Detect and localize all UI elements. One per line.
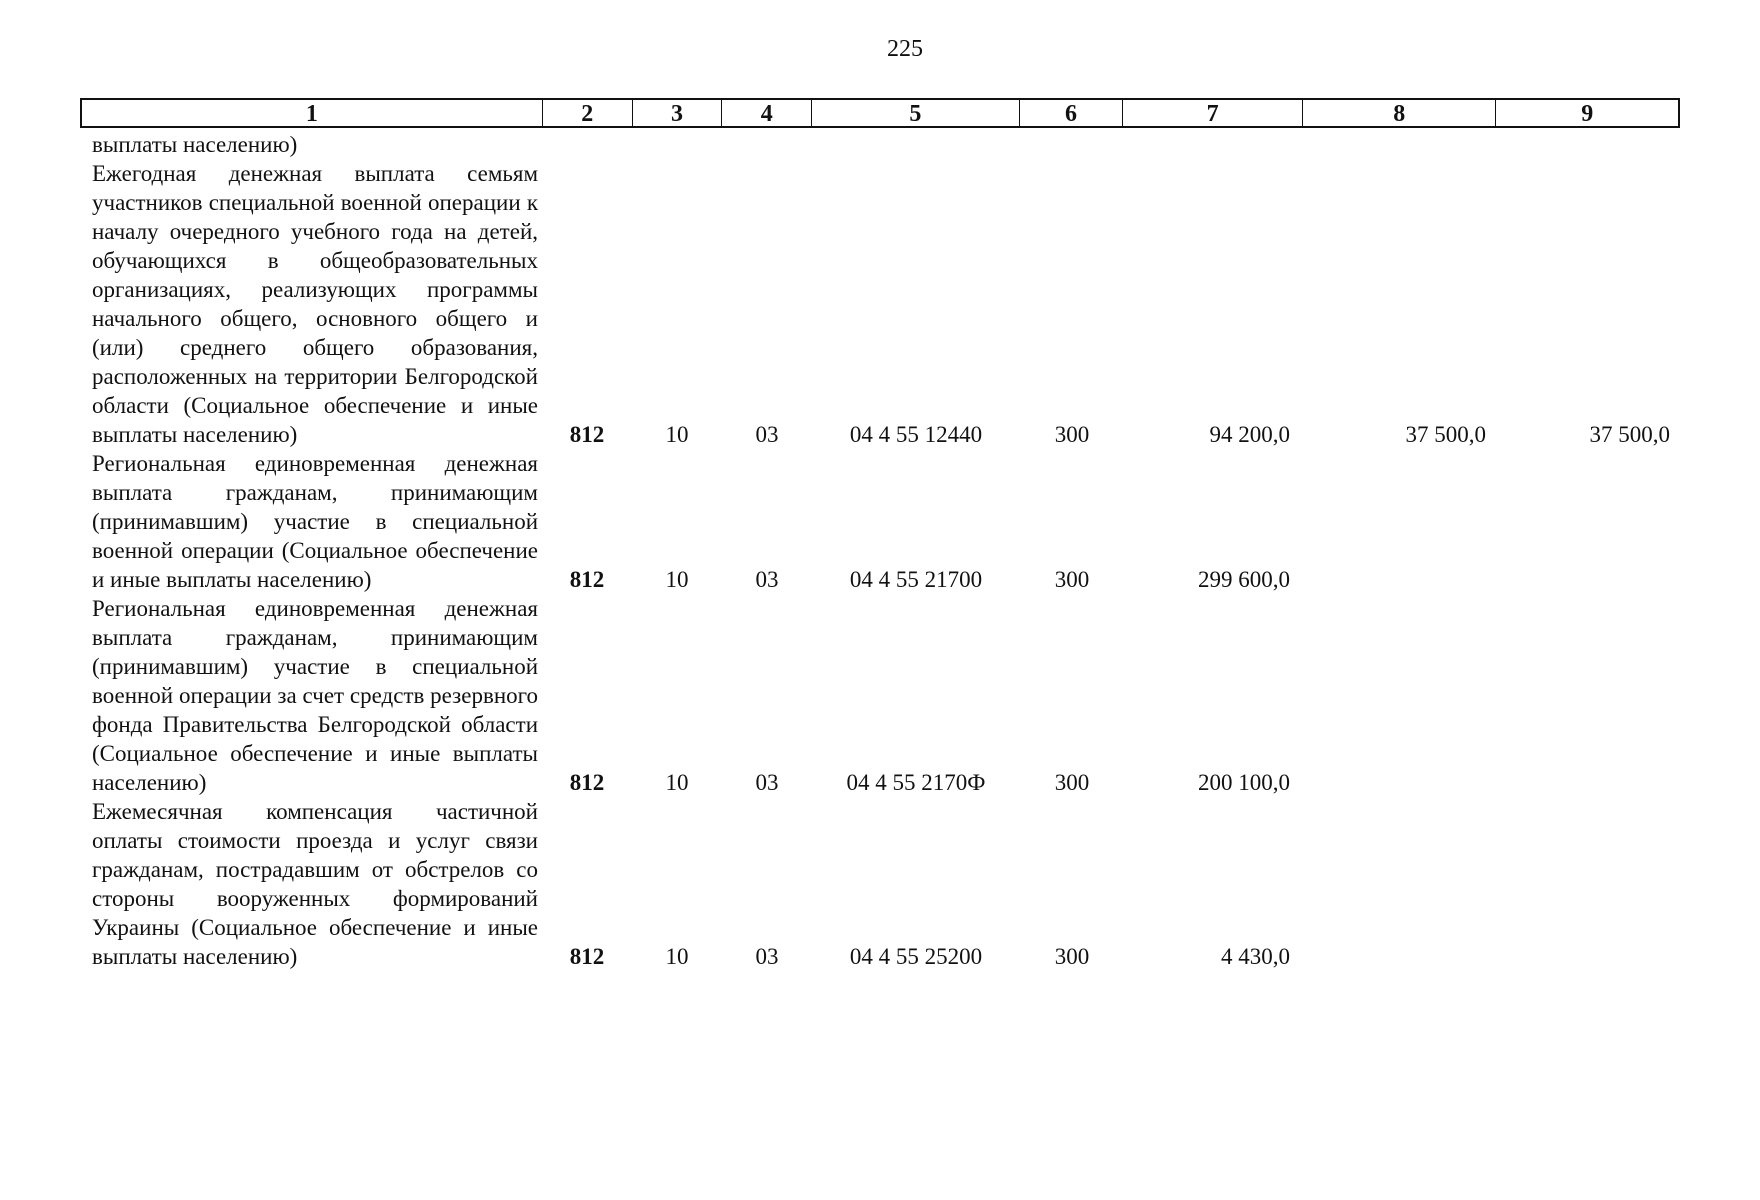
target-article-code: 04 4 55 21700 <box>849 567 983 592</box>
table-row <box>80 159 1680 449</box>
column-header-9: 9 <box>1581 101 1594 127</box>
column-header-6: 6 <box>1020 100 1124 126</box>
row-description: Ежемесячная компенсация частичной оплаты стоимости проезда и услуг связи гражданам, пострадавшим от обстрелов со стороны вооруженных формирований Украины (Социальное обеспечение и иные выплаты населению) <box>92 799 538 969</box>
subsection-code: 03 <box>755 567 779 592</box>
row-description: Ежегодная денежная выплата семьям участников специальной военной операции к началу очередного учебного года на детей, обучающихся в общеобразовательных организациях, реализующих программы начального общего, основного общего и (или) среднего общего образования, расположенных на территории Белгородской области (Социальное обеспечение и иные выплаты населению) <box>92 161 538 447</box>
target-article-code: 04 4 55 2170Ф <box>846 770 986 795</box>
row-description: Региональная единовременная денежная выплата гражданам, принимающим (принимавшим) участие в специальной военной операции за счет средств резервного фонда Правительства Белгородской области (Социальное обеспечение и иные выплаты населению) <box>92 596 538 795</box>
amount-year-1: 299 600,0 <box>1198 567 1290 592</box>
subsection-code: 03 <box>755 944 779 969</box>
table-row <box>80 449 1680 594</box>
column-header-7: 7 <box>1123 100 1303 126</box>
section-code: 10 <box>665 770 689 795</box>
ministry-code: 812 <box>569 567 605 592</box>
section-code: 10 <box>665 567 689 592</box>
target-article-code: 04 4 55 25200 <box>849 944 983 969</box>
amount-year-3: 37 500,0 <box>1589 422 1670 447</box>
column-header-1: 1 <box>82 100 543 126</box>
target-article-code: 04 4 55 12440 <box>849 422 983 447</box>
row-description: выплаты населению) <box>92 132 298 157</box>
section-code: 10 <box>665 422 689 447</box>
ministry-code: 812 <box>569 422 605 447</box>
subsection-code: 03 <box>755 422 779 447</box>
page-number: 225 <box>887 36 923 62</box>
budget-table <box>80 98 1680 971</box>
amount-year-1: 4 430,0 <box>1221 944 1290 969</box>
subsection-code: 03 <box>755 770 779 795</box>
column-header-3: 3 <box>633 100 723 126</box>
expense-type-code: 300 <box>1054 944 1090 969</box>
amount-year-1: 200 100,0 <box>1198 770 1290 795</box>
column-header-5: 5 <box>812 100 1019 126</box>
expense-type-code: 300 <box>1054 422 1090 447</box>
expense-type-code: 300 <box>1054 567 1090 592</box>
expense-type-code: 300 <box>1054 770 1090 795</box>
column-header-2: 2 <box>543 100 633 126</box>
ministry-code: 812 <box>569 944 605 969</box>
table-row <box>80 130 1680 159</box>
column-header-8: 8 <box>1303 100 1497 126</box>
ministry-code: 812 <box>569 770 605 795</box>
table-body <box>80 130 1680 971</box>
table-row <box>80 594 1680 797</box>
amount-year-2: 37 500,0 <box>1405 422 1486 447</box>
section-code: 10 <box>665 944 689 969</box>
row-description: Региональная единовременная денежная выплата гражданам, принимающим (принимавшим) участие в специальной военной операции (Социальное обеспечение и иные выплаты населению) <box>92 451 538 592</box>
amount-year-1: 94 200,0 <box>1209 422 1290 447</box>
table-header-row <box>80 98 1680 128</box>
column-header-4: 4 <box>722 100 812 126</box>
table-row <box>80 797 1680 971</box>
